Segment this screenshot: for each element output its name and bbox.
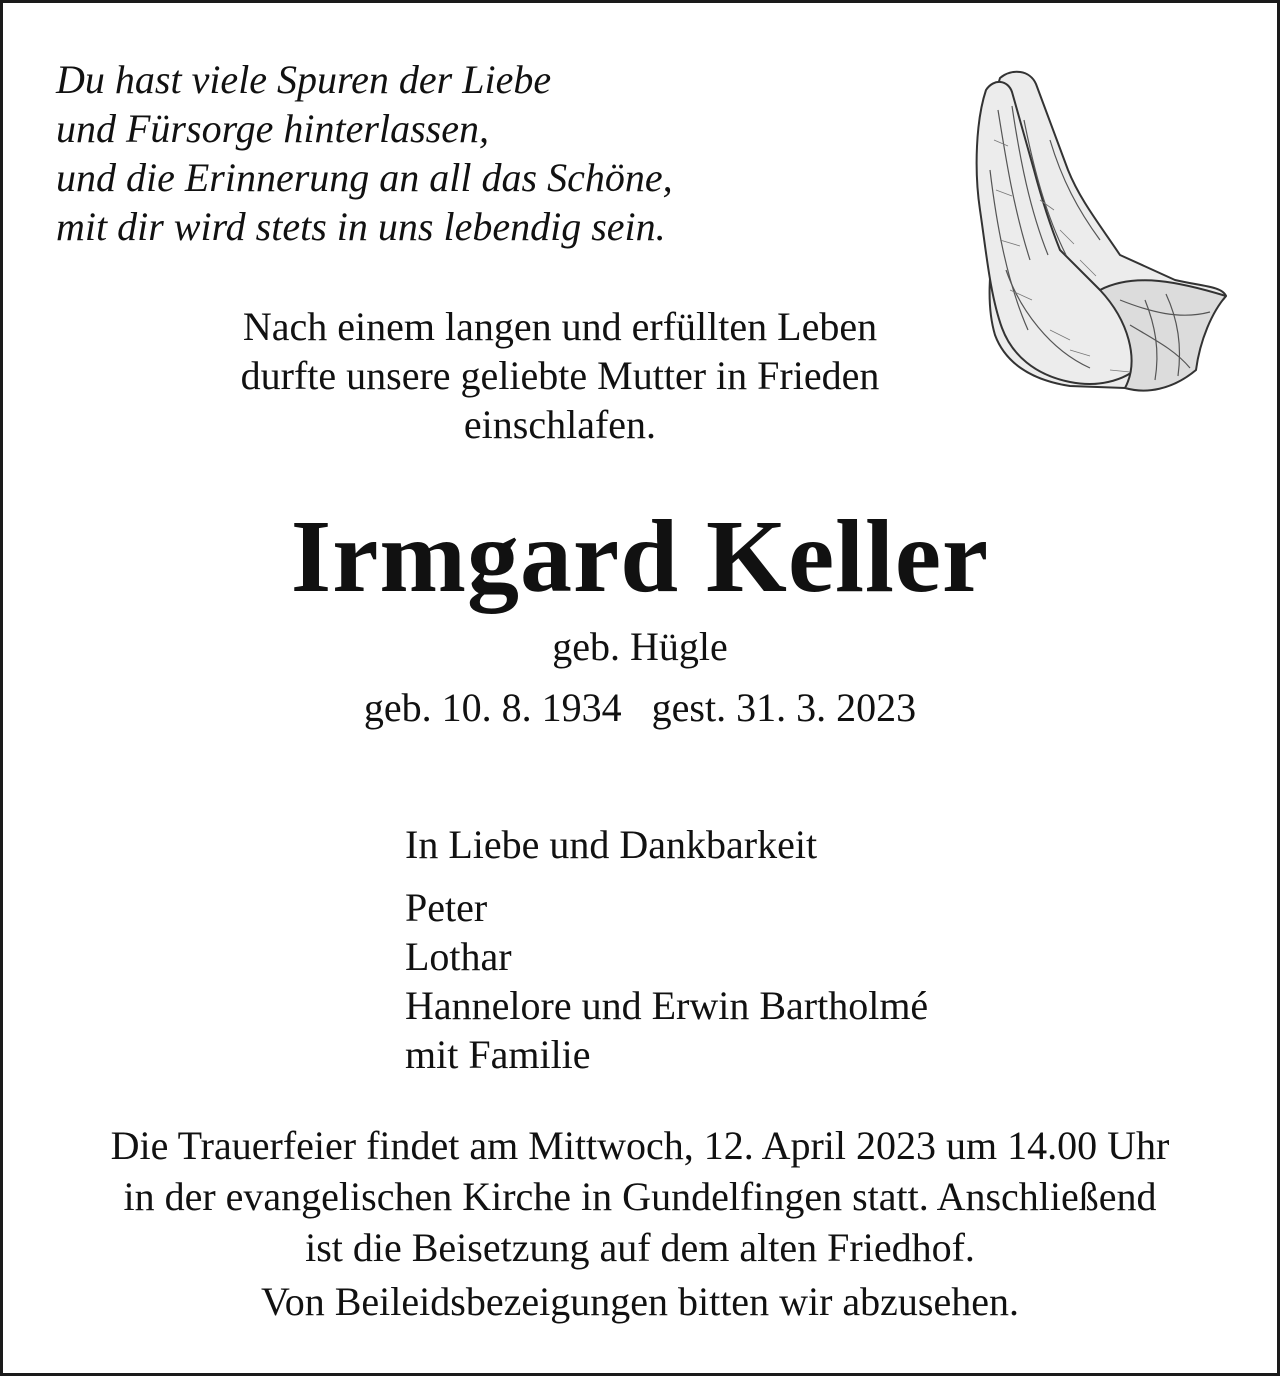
birth-date: geb. 10. 8. 1934 bbox=[363, 685, 622, 730]
intro-line: durfte unsere geliebte Mutter in Frieden bbox=[240, 353, 880, 398]
life-dates bbox=[0, 683, 1280, 733]
maiden-name: geb. Hügle bbox=[552, 624, 728, 669]
mourners-block bbox=[405, 820, 928, 1079]
death-date: gest. 31. 3. 2023 bbox=[651, 685, 917, 730]
praying-hands-icon bbox=[950, 50, 1235, 400]
mourner-name: mit Familie bbox=[405, 1032, 591, 1077]
service-line: ist die Beisetzung auf dem alten Friedhof. bbox=[305, 1225, 975, 1270]
poem-line: und die Erinnerung an all das Schöne, bbox=[56, 155, 673, 200]
intro-text bbox=[140, 302, 980, 449]
deceased-name: Irmgard Keller bbox=[290, 499, 990, 614]
mourner-name: Peter bbox=[405, 885, 488, 930]
poem-line: mit dir wird stets in uns lebendig sein. bbox=[56, 204, 666, 249]
poem bbox=[56, 55, 673, 251]
mourner-name: Lothar bbox=[405, 934, 512, 979]
service-line: in der evangelischen Kirche in Gundelfingen statt. Anschließend bbox=[123, 1174, 1157, 1219]
mourners-greeting: In Liebe und Dankbarkeit bbox=[405, 822, 818, 867]
funeral-service-info bbox=[0, 1120, 1280, 1273]
intro-line: einschlafen. bbox=[463, 402, 657, 447]
service-line: Die Trauerfeier findet am Mittwoch, 12. April 2023 um 14.00 Uhr bbox=[110, 1123, 1170, 1168]
mourner-name: Hannelore und Erwin Bartholmé bbox=[405, 983, 929, 1028]
condolence-note: Von Beileidsbezeigungen bitten wir abzusehen. bbox=[261, 1279, 1019, 1324]
poem-line: und Fürsorge hinterlassen, bbox=[56, 106, 489, 151]
poem-line: Du hast viele Spuren der Liebe bbox=[56, 57, 552, 102]
intro-line: Nach einem langen und erfüllten Leben bbox=[242, 304, 878, 349]
